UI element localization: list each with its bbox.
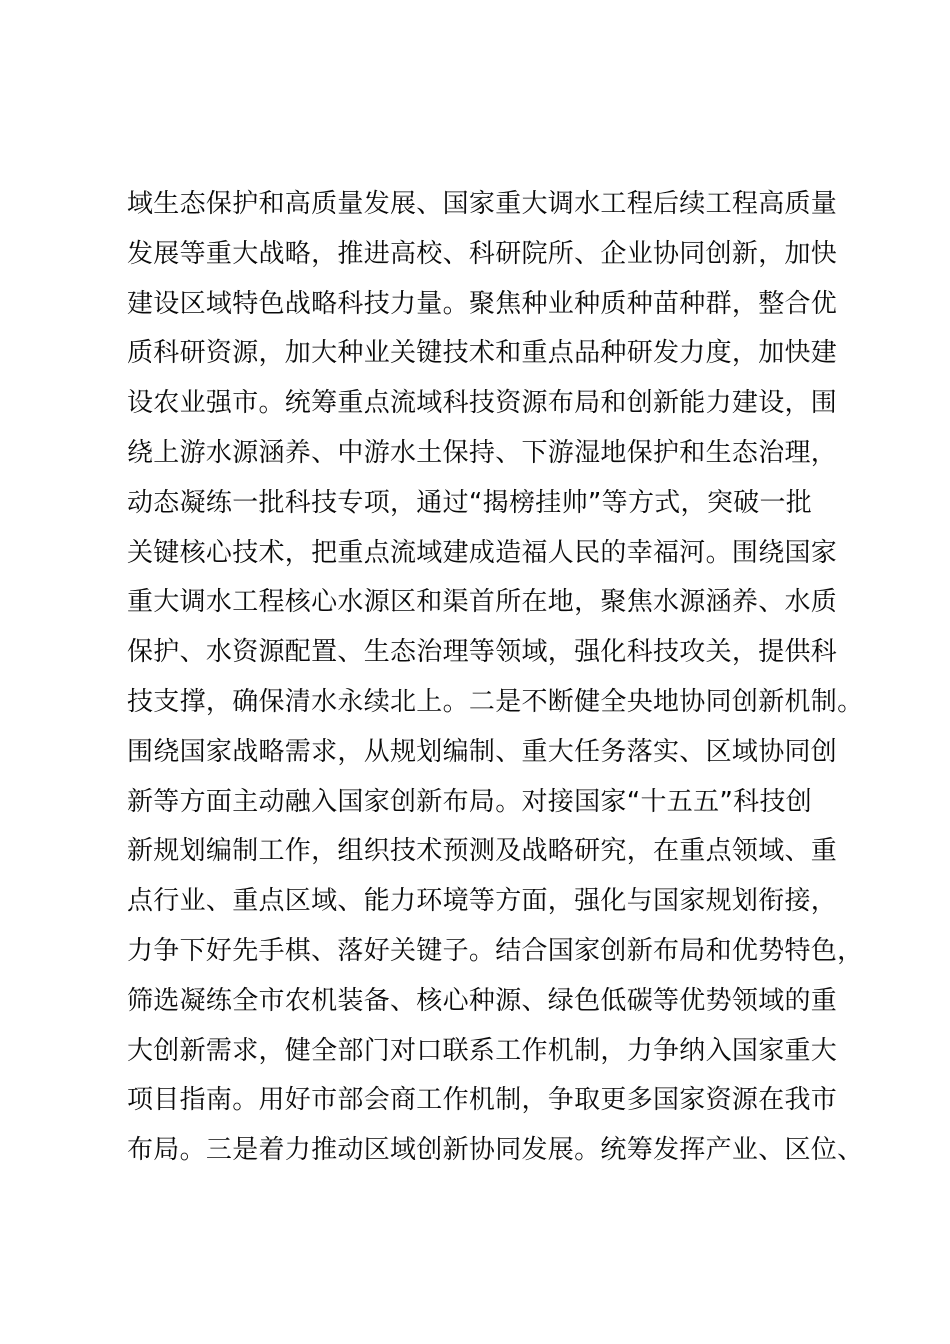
text-line: 重大调水工程核心水源区和渠首所在地，聚焦水源涵养、水质 [127,587,838,618]
text-line: 筛选凝练全市农机装备、核心种源、绿色低碳等优势领域的重 [127,985,838,1016]
text-line: 设农业强市。统筹重点流域科技资源布局和创新能力建设，围 [127,388,838,419]
text-line: 布局。三是着力推动区域创新协同发展。统筹发挥产业、区位、 [127,1135,864,1166]
text-line: 力争下好先手棋、落好关键子。结合国家创新布局和优势特色， [127,935,864,966]
text-line: 新规划编制工作，组织技术预测及战略研究，在重点领域、重 [127,836,838,867]
text-line: 动态凝练一批科技专项，通过“揭榜挂帅”等方式，突破一批 [127,487,813,518]
text-line: 发展等重大战略，推进高校、科研院所、企业协同创新，加快 [127,238,838,269]
text-line: 点行业、重点区域、能力环境等方面，强化与国家规划衔接， [127,886,838,917]
body-paragraph [127,180,867,1176]
text-line: 质科研资源，加大种业关键技术和重点品种研发力度，加快建 [127,338,838,369]
text-line: 大创新需求，健全部门对口联系工作机制，力争纳入国家重大 [127,1035,838,1066]
text-line: 保护、水资源配置、生态治理等领域，强化科技攻关，提供科 [127,637,838,668]
text-line: 关键核心技术，把重点流域建成造福人民的幸福河。围绕国家 [127,537,838,568]
text-line: 绕上游水源涵养、中游水土保持、下游湿地保护和生态治理， [127,437,838,468]
text-line: 建设区域特色战略科技力量。聚焦种业种质种苗种群，整合优 [127,288,838,319]
text-line: 新等方面主动融入国家创新布局。对接国家“十五五”科技创 [127,786,813,817]
text-line: 项目指南。用好市部会商工作机制，争取更多国家资源在我市 [127,1085,838,1116]
text-line: 域生态保护和高质量发展、国家重大调水工程后续工程高质量 [127,189,838,219]
text-line: 技支撑，确保清水永续北上。二是不断健全央地协同创新机制。 [127,686,864,717]
text-line: 围绕国家战略需求，从规划编制、重大任务落实、区域协同创 [127,736,838,767]
